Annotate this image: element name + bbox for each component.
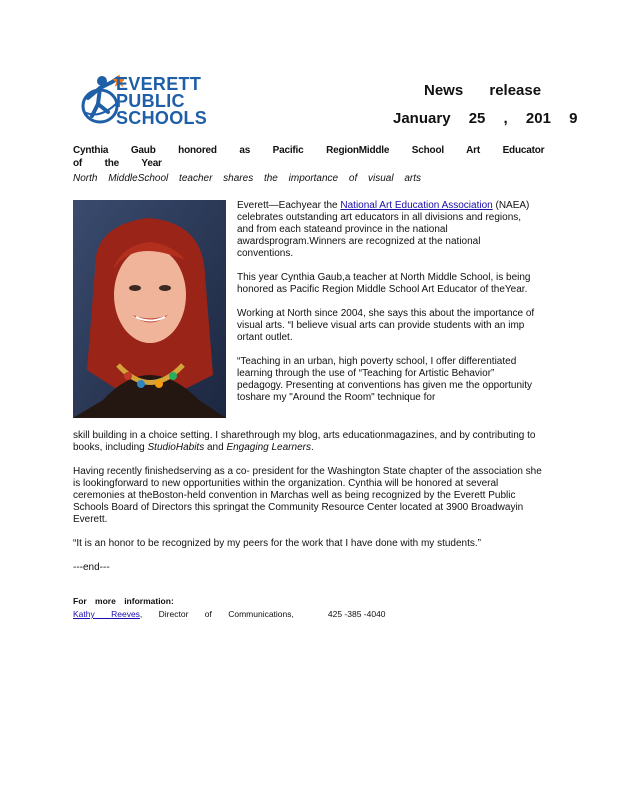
contact-phone: 425 -385 -4040 xyxy=(327,609,386,619)
p4-and: and xyxy=(206,442,227,453)
book-title-1: StudioHabits xyxy=(147,442,205,453)
contact-name-link[interactable]: Kathy Reeves xyxy=(73,609,140,619)
paragraph-6: “It is an honor to be recognized by my peers for the work that I have done with my students.” xyxy=(73,538,481,549)
contact-title: , Director of Communications, xyxy=(139,609,294,619)
logo-line-1: EVERETT xyxy=(116,74,202,94)
district-logo xyxy=(78,72,210,128)
contact-line xyxy=(73,609,386,619)
p4-end: . xyxy=(310,442,314,453)
body-full-width xyxy=(73,430,543,586)
more-info-label: For more information: xyxy=(73,596,174,606)
headline-line-1: Cynthia Gaub honored as Pacific RegionMiddle School Art Educator xyxy=(73,145,545,156)
paragraph-4-end xyxy=(73,430,543,454)
naea-link[interactable]: National Art Education Association xyxy=(340,200,493,211)
paragraph-3: Working at North since 2004, she says this about the importance of visual arts. “I believe visual arts can provide students with an imp ortant outlet. xyxy=(237,308,535,343)
end-marker: ---end--- xyxy=(73,562,110,573)
logo-line-2: PUBLIC xyxy=(116,91,185,111)
book-title-2: Engaging Learners xyxy=(226,442,311,453)
paragraph-2: This year Cynthia Gaub,a teacher at North Middle School, is being honored as Pacific Region Middle School Art Educator of theYear. xyxy=(237,272,531,295)
logo-line-3: SCHOOLS xyxy=(116,108,208,128)
body-column xyxy=(237,200,537,404)
news-release-label: News release xyxy=(424,82,542,99)
p1-text-a: Everett—Eachyear the xyxy=(237,200,341,211)
paragraph-5: Having recently finishedserving as a co- president for the Washington State chapter of the association she is lookingforward to new opportunities within the organization. Cynthia will be honored at several ceremonies at theBoston-held convention in Marchas well as being recognized by the Everett Public Schools Board of Directors this springat the Community Resource Center located at 3900 Broadwayin Everett. xyxy=(73,466,542,525)
paragraph-1 xyxy=(237,200,537,260)
p1-text-b: (NAEA) celebrates outstanding art educators in all divisions and regions, and from each stateand province in the national awardsprogram.Winners are recognized at the national conventions. xyxy=(237,200,530,259)
subheadline: North MiddleSchool teacher shares the importance of visual arts xyxy=(73,173,422,184)
headline xyxy=(73,144,544,170)
p4-text-b: skill building in a choice setting. I sharethrough my blog, arts educationmagazines, and by contributing to books, including xyxy=(73,430,536,453)
release-date: January 25 , 201 9 xyxy=(393,110,578,127)
paragraph-4-start: “Teaching in an urban, high poverty school, I offer differentiated learning through the use of “Teaching for Artistic Behavior” pedagogy. Presenting at conventions has given me the opportunity toshare my "Around the Room" technique for xyxy=(237,356,533,403)
portrait-photo xyxy=(73,200,226,418)
headline-line-2: of the Year xyxy=(73,158,162,169)
